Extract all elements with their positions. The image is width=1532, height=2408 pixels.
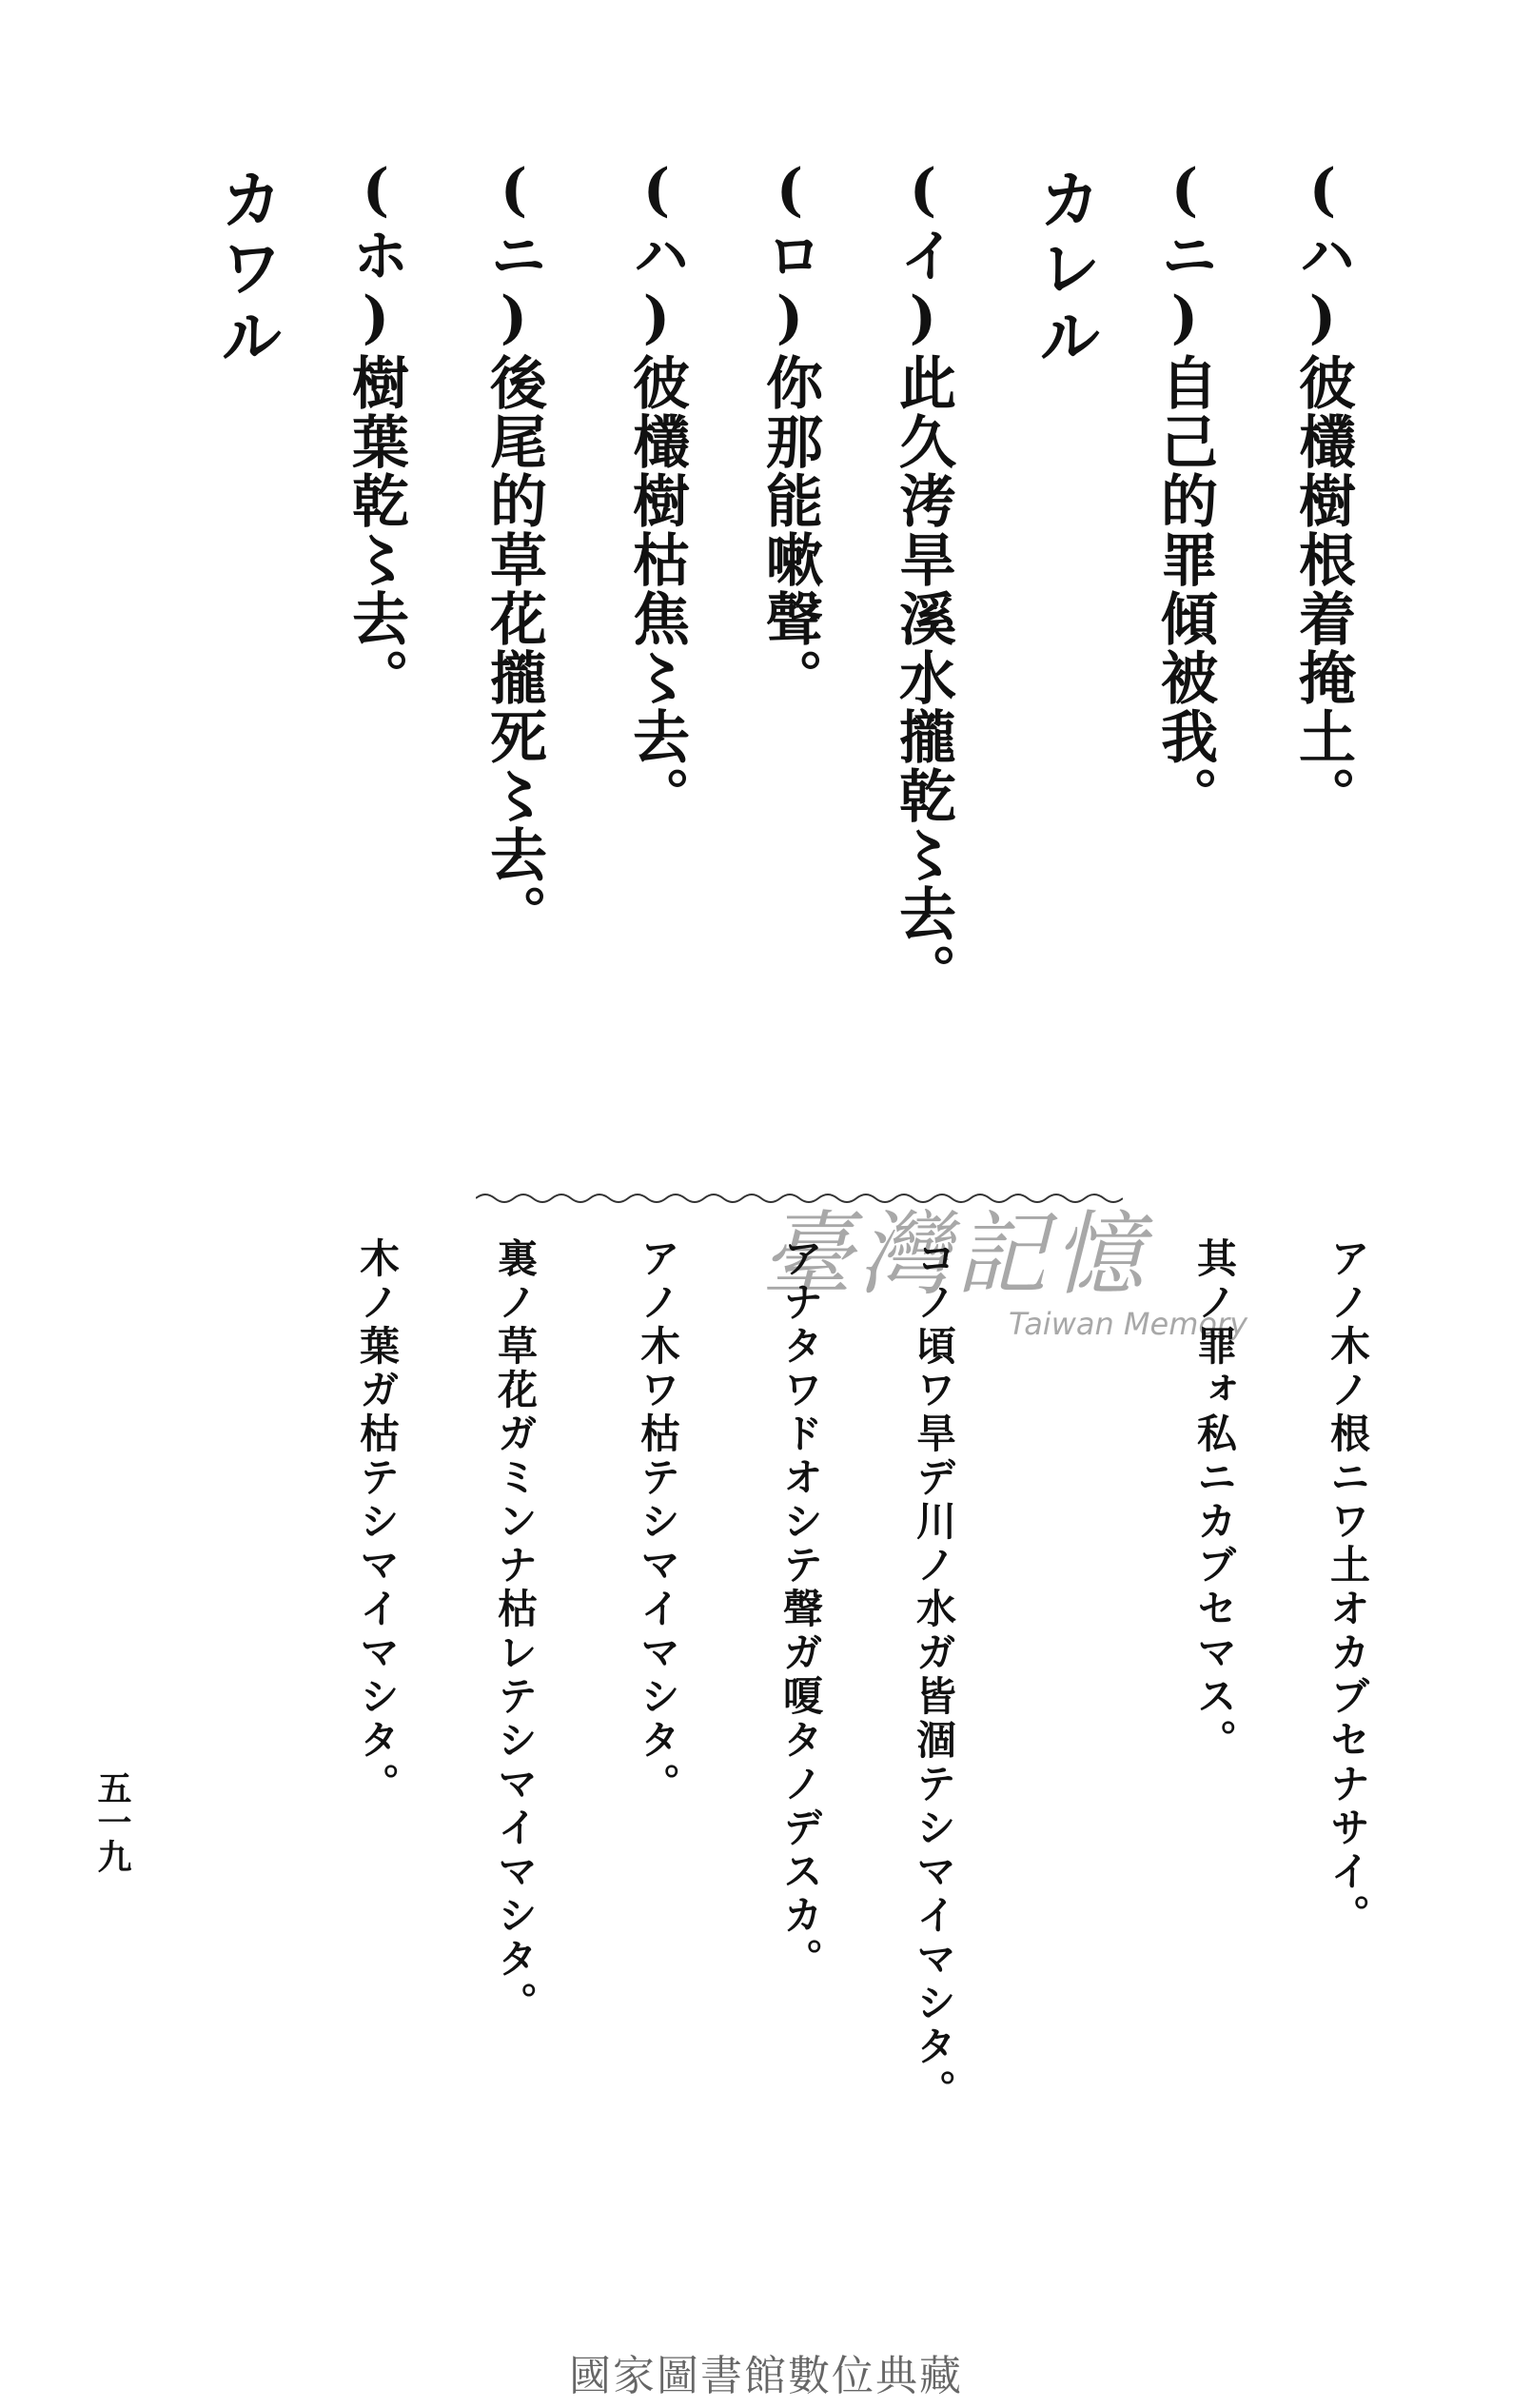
watermark-chinese: 臺灣記憶 bbox=[761, 1201, 1149, 1308]
jp-line-4: アナタワドオシテ聲ガ嗄タノデスカ。 bbox=[777, 1237, 824, 1982]
jp-line-1: アノ木ノ根ニワ土オカブセナサイ。 bbox=[1325, 1237, 1371, 1938]
tw-line-ni-1: (ニ)自己的罪傾被我。 bbox=[1151, 157, 1218, 825]
heading-kawaru: カワル bbox=[209, 167, 283, 372]
tw-line-ha-2: (ハ)彼欉樹枯焦〻去。 bbox=[623, 157, 690, 825]
heading-kareru: カレル bbox=[1028, 167, 1101, 372]
footer-archive-label: 國家圖書館數位典藏 bbox=[569, 2352, 963, 2400]
page-number: 五一九 bbox=[92, 1770, 132, 1873]
jp-line-6: 裏ノ草花ガミンナ枯レテシマイマシタ。 bbox=[492, 1237, 539, 2025]
tw-line-ni-2: (ニ)後尾的草花攏死〻去。 bbox=[481, 157, 547, 943]
jp-line-7: 木ノ葉ガ枯テシマイマシタ。 bbox=[354, 1237, 401, 1806]
jp-line-2: 其ノ罪ォ私ニカブセマス。 bbox=[1191, 1237, 1238, 1763]
jp-line-3: コノ頃ワ旱デ川ノ水ガ皆涸テシマイマシタ。 bbox=[911, 1237, 957, 2113]
tw-line-ha-1: (ハ)彼欉樹根着掩土。 bbox=[1289, 157, 1356, 825]
tw-line-ro: (ロ)你那能嗽聲。 bbox=[756, 157, 823, 707]
jp-line-5: アノ木ワ枯テシマイマシタ。 bbox=[635, 1237, 681, 1806]
tw-line-ho: (ホ)樹葉乾〻去。 bbox=[343, 157, 409, 707]
tw-line-i: (イ)此久洘旱溪水攏乾〻去。 bbox=[890, 157, 956, 1002]
watermark-english: Taiwan Memory bbox=[1009, 1306, 1248, 1342]
